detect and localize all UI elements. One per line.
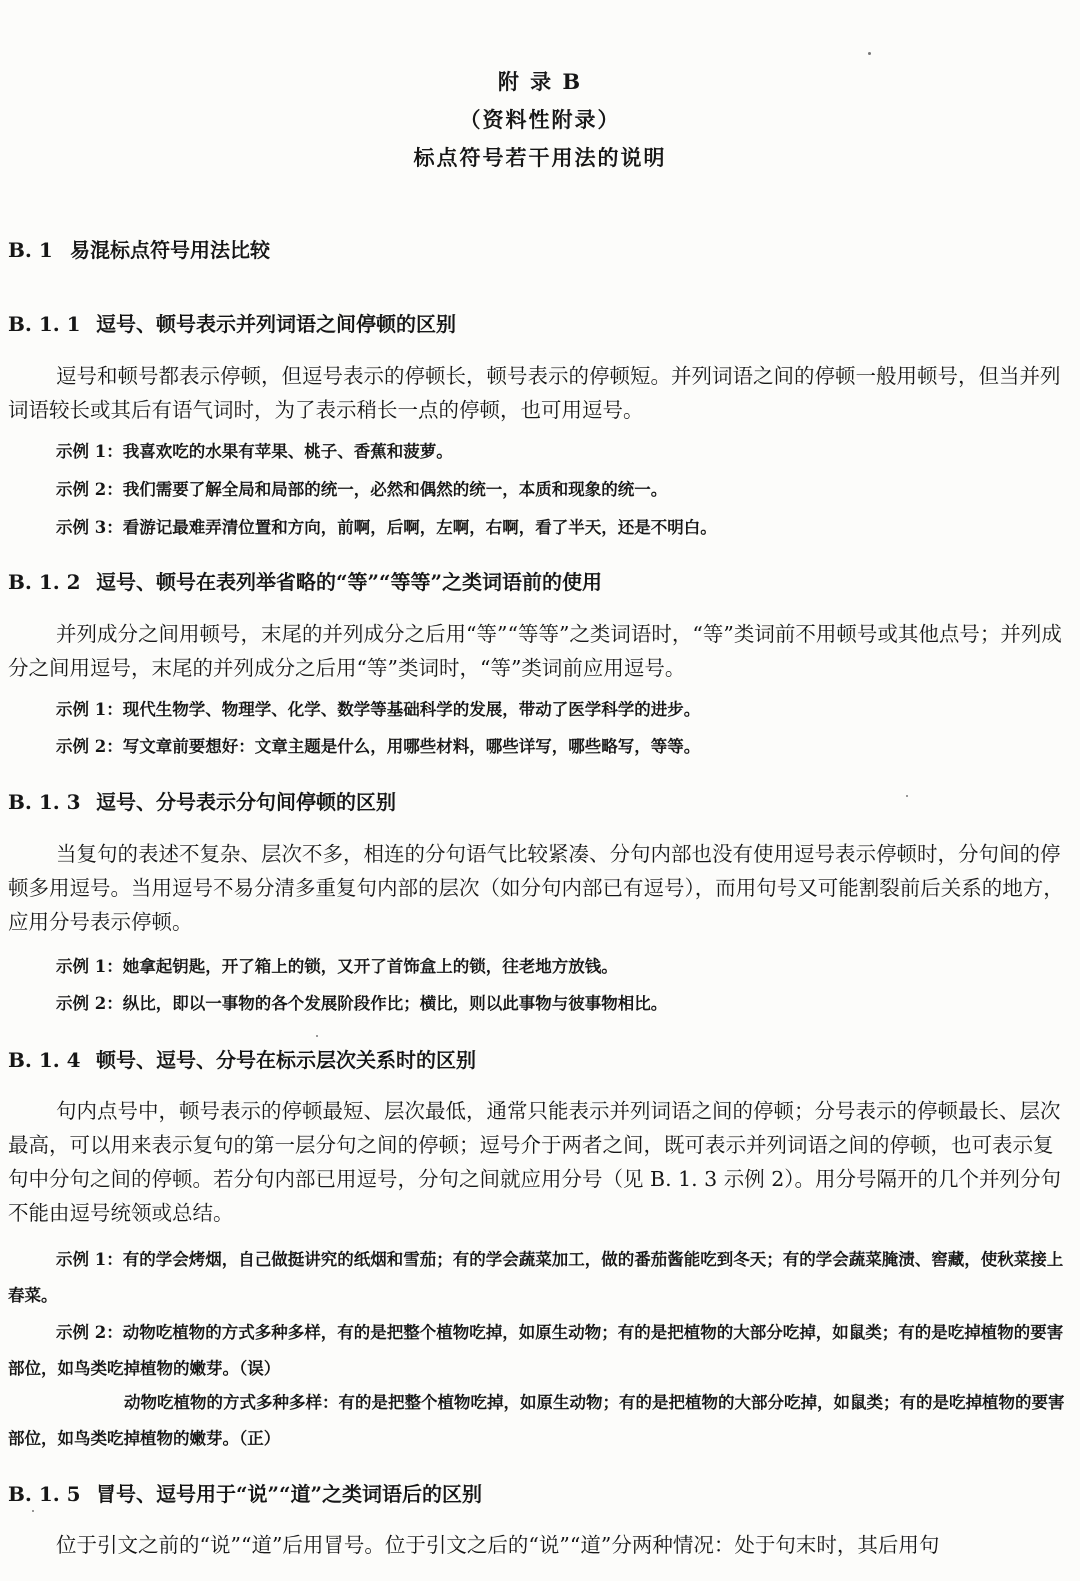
scan-speck xyxy=(906,795,908,797)
section-number: B. 1. 4 xyxy=(8,1048,81,1072)
paragraph: 位于引文之前的“说”“道”后用冒号。位于引文之后的“说”“道”分两种情况：处于句末时，其后用句 xyxy=(56,1533,940,1557)
example: 示例 1：我喜欢吃的水果有苹果、桃子、香蕉和菠萝。 xyxy=(56,442,453,461)
section-title: 易混标点符号用法比较 xyxy=(70,238,270,262)
appendix-title: 附 录 B xyxy=(497,69,583,94)
scan-speck xyxy=(316,1035,318,1037)
section-b12-heading xyxy=(8,566,602,595)
example: 示例 1：她拿起钥匙，开了箱上的锁，又开了首饰盒上的锁，往老地方放钱。 xyxy=(56,957,618,976)
example: 示例 2：纵比，即以一事物的各个发展阶段作比；横比，则以此事物与彼事物相比。 xyxy=(56,994,668,1013)
section-title: 冒号、逗号用于“说”“道”之类词语后的区别 xyxy=(96,1482,483,1506)
paragraph: 并列成分之间用顿号，末尾的并列成分之后用“等”“等等”之类词语时，“等”类词前不用顿号或其他点号；并列成分之间用逗号，末尾的并列成分之后用“等”类词时，“等”类词前应用逗号。 xyxy=(8,622,1062,680)
example: 示例 1：现代生物学、物理学、化学、数学等基础科学的发展，带动了医学科学的进步。 xyxy=(56,700,701,719)
example: 示例 2：动物吃植物的方式多种多样，有的是把整个植物吃掉，如原生动物；有的是把植物的大部分吃掉，如鼠类；有的是吃掉植物的要害部位，如鸟类吃掉植物的嫩芽。（误） xyxy=(8,1323,1064,1378)
section-b1-heading xyxy=(8,234,270,263)
appendix-heading: 标点符号若干用法的说明 xyxy=(413,145,667,170)
section-title: 顿号、逗号、分号在标示层次关系时的区别 xyxy=(96,1048,476,1072)
section-number: B. 1 xyxy=(8,238,53,262)
section-b11-heading xyxy=(8,308,456,337)
example: 动物吃植物的方式多种多样：有的是把整个植物吃掉，如原生动物；有的是把植物的大部分吃掉，如鼠类；有的是吃掉植物的要害部位，如鸟类吃掉植物的嫩芽。（正） xyxy=(8,1393,1065,1448)
section-b14-heading xyxy=(8,1044,476,1073)
example: 示例 2：我们需要了解全局和局部的统一，必然和偶然的统一，本质和现象的统一。 xyxy=(56,480,668,499)
section-number: B. 1. 2 xyxy=(8,570,81,594)
scan-speck xyxy=(868,52,871,55)
scan-speck xyxy=(32,1510,34,1512)
section-number: B. 1. 5 xyxy=(8,1482,81,1506)
section-number: B. 1. 3 xyxy=(8,790,81,814)
section-b13-heading xyxy=(8,786,396,815)
section-title: 逗号、顿号在表列举省略的“等”“等等”之类词语前的使用 xyxy=(96,570,603,594)
section-b15-heading xyxy=(8,1478,482,1507)
example: 示例 1：有的学会烤烟，自己做挺讲究的纸烟和雪茄；有的学会蔬菜加工，做的番茄酱能吃到冬天；有的学会蔬菜腌渍、窖藏，使秋菜接上春菜。 xyxy=(8,1250,1064,1305)
paragraph: 当复句的表述不复杂、层次不多，相连的分句语气比较紧凑、分句内部也没有使用逗号表示停顿时，分句间的停顿多用逗号。当用逗号不易分清多重复句内部的层次（如分句内部已有逗号），而用句号又可能割裂前后关系的地方，应用分号表示停顿。 xyxy=(8,842,1064,934)
paragraph: 逗号和顿号都表示停顿，但逗号表示的停顿长，顿号表示的停顿短。并列词语之间的停顿一般用顿号，但当并列词语较长或其后有语气词时，为了表示稍长一点的停顿，也可用逗号。 xyxy=(8,364,1061,422)
section-number: B. 1. 1 xyxy=(8,312,81,336)
example: 示例 3：看游记最难弄清位置和方向，前啊，后啊，左啊，右啊，看了半天，还是不明白。 xyxy=(56,518,717,537)
appendix-subtitle: （资料性附录） xyxy=(459,107,621,132)
section-title: 逗号、分号表示分句间停顿的区别 xyxy=(96,790,396,814)
example: 示例 2：写文章前要想好：文章主题是什么，用哪些材料，哪些详写，哪些略写，等等。 xyxy=(56,737,701,756)
section-title: 逗号、顿号表示并列词语之间停顿的区别 xyxy=(96,312,456,336)
paragraph: 句内点号中，顿号表示的停顿最短、层次最低，通常只能表示并列词语之间的停顿；分号表示的停顿最长、层次最高，可以用来表示复句的第一层分句之间的停顿；逗号介于两者之间，既可表示并列词语之间的停顿，也可表示复句中分句之间的停顿。若分句内部已用逗号，分句之间就应用分号（见 B. 1. 3 示例 2）。用分号隔开的几个并列分句不能由逗号统领或总结。 xyxy=(8,1099,1062,1225)
